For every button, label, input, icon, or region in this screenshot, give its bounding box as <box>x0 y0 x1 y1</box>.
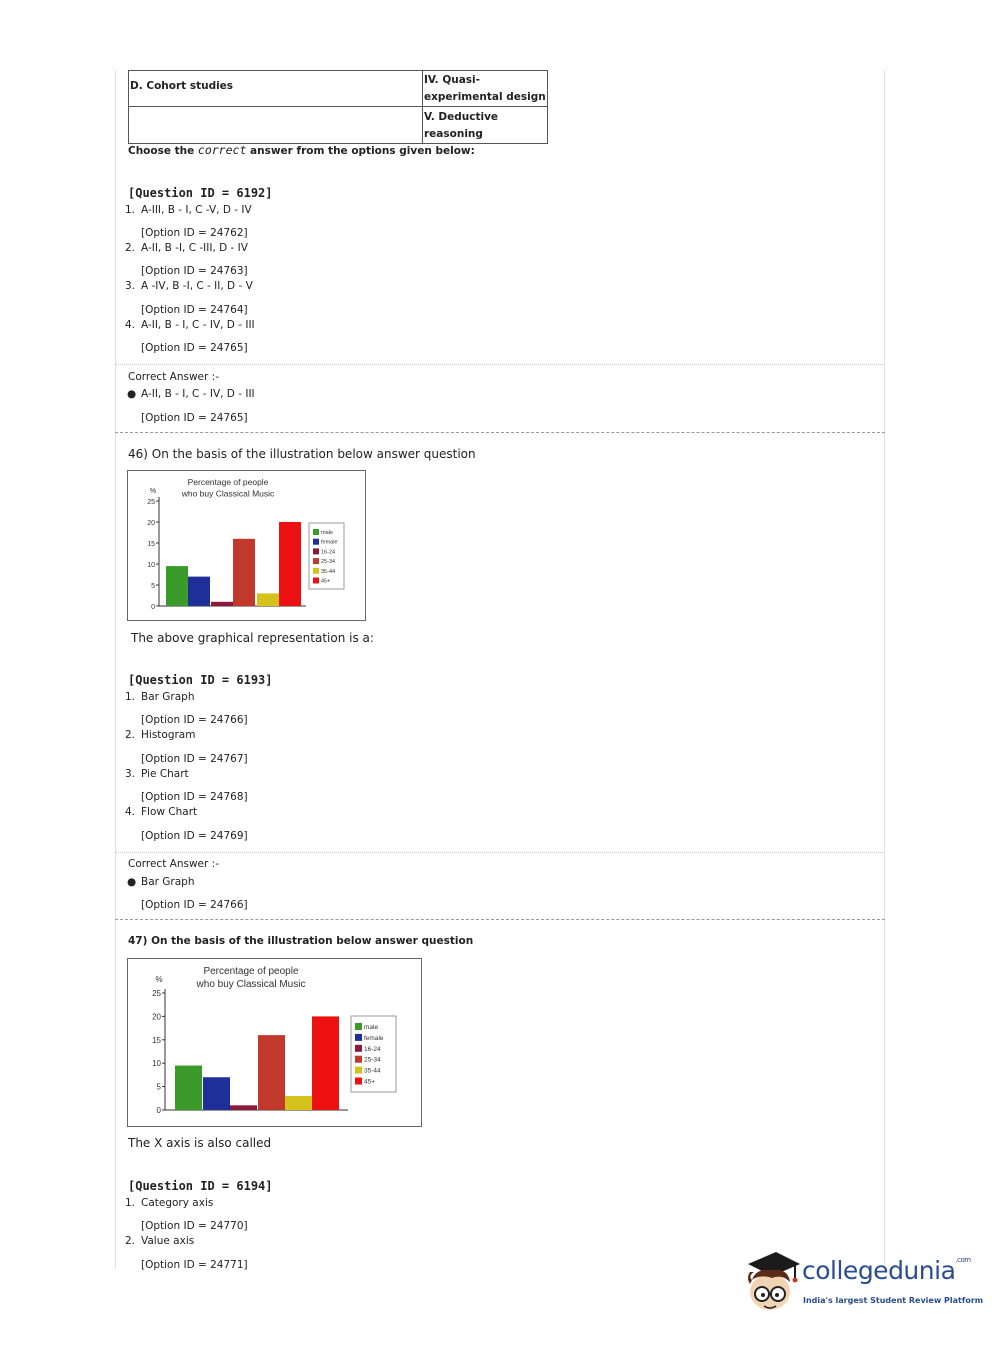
option-number: 4. <box>125 319 136 331</box>
legend-swatch-16-24 <box>313 548 319 554</box>
option-text: Pie Chart <box>141 768 189 780</box>
legend-label: female <box>321 539 338 546</box>
legend-label: 45+ <box>321 578 331 585</box>
table-cell-line: reasoning <box>424 128 483 140</box>
y-tick-label: 20 <box>152 1012 161 1022</box>
option-text: Value axis <box>141 1235 195 1247</box>
bar-male <box>175 1066 202 1110</box>
legend-swatch-male <box>355 1023 362 1030</box>
legend-label: female <box>364 1034 384 1042</box>
option-id: [Option ID = 24768] <box>141 791 248 803</box>
legend-swatch-45+ <box>313 578 319 584</box>
question-number: 46) <box>128 447 148 461</box>
legend-label: 25-34 <box>321 559 336 566</box>
chart-title: Percentage of people <box>203 966 299 977</box>
option-text: A -IV, B -I, C - II, D - V <box>141 280 253 292</box>
legend-label: 45+ <box>364 1078 376 1086</box>
option-id: [Option ID = 24765] <box>141 342 248 354</box>
option-id: [Option ID = 24763] <box>141 265 248 277</box>
legend-label: male <box>321 530 333 536</box>
legend-swatch-25-34 <box>355 1056 362 1063</box>
bar-male <box>166 566 188 606</box>
y-axis-label: % <box>149 488 157 495</box>
legend-label: 16-24 <box>364 1045 381 1053</box>
correct-answer-option-id: [Option ID = 24765] <box>141 412 248 424</box>
bar-chart-svg <box>128 471 365 620</box>
question-id: [Question ID = 6193] <box>128 673 273 687</box>
option-number: 1. <box>125 1197 136 1209</box>
bar-16-24 <box>230 1105 257 1110</box>
question-heading <box>128 447 476 461</box>
bar-45+ <box>279 522 301 606</box>
y-tick-label: 25 <box>152 989 161 998</box>
option-text: A-II, B - I, C - IV, D - III <box>141 319 255 331</box>
option-text: Bar Graph <box>141 691 195 703</box>
chart-title: who buy Classical Music <box>181 488 275 499</box>
logo-tagline: India's largest Student Review Platform <box>803 1296 984 1305</box>
question-heading <box>128 935 473 947</box>
correct-answer-text: Bar Graph <box>141 876 195 888</box>
correct-answer-text: A-II, B - I, C - IV, D - III <box>141 388 255 400</box>
bar-45+ <box>312 1016 339 1110</box>
bar-female <box>203 1077 230 1110</box>
option-number: 3. <box>125 280 136 292</box>
legend-label: male <box>364 1024 379 1031</box>
option-number: 1. <box>125 691 136 703</box>
logo-brand-text: collegedunia$^{.com}$ <box>802 1256 971 1285</box>
legend-swatch-45+ <box>355 1078 362 1085</box>
option-text: A-III, B - I, C -V, D - IV <box>141 204 252 216</box>
bullet-icon: ● <box>127 876 137 888</box>
question-text: The X axis is also called <box>128 1136 272 1150</box>
y-tick-label: 20 <box>147 520 155 527</box>
option-id: [Option ID = 24762] <box>141 227 248 239</box>
match-table <box>128 70 548 144</box>
bullet-icon: ● <box>127 388 137 400</box>
option-number: 2. <box>125 1235 136 1247</box>
bar-16-24 <box>211 602 233 606</box>
option-number: 4. <box>125 806 136 818</box>
question-heading-text: On the basis of the illustration below answer question <box>151 447 476 461</box>
option-id: [Option ID = 24764] <box>141 304 248 316</box>
legend-label: 35-44 <box>321 568 336 575</box>
bar-25-34 <box>258 1035 285 1110</box>
option-text: Flow Chart <box>141 806 198 818</box>
page-frame-left <box>115 70 116 1270</box>
section-divider <box>115 852 885 853</box>
question-divider <box>115 919 885 920</box>
legend-swatch-35-44 <box>355 1067 362 1074</box>
mascot-icon <box>742 1250 802 1320</box>
y-tick-label: 15 <box>152 1035 161 1045</box>
legend-label: 25-34 <box>364 1056 381 1064</box>
option-number: 3. <box>125 768 136 780</box>
question-id: [Question ID = 6192] <box>128 186 273 200</box>
chart-title: Percentage of people <box>187 477 269 487</box>
legend-swatch-female <box>355 1034 362 1041</box>
collegedunia-logo[interactable] <box>742 1250 984 1322</box>
bar-female <box>188 577 210 606</box>
bar-chart-1 <box>127 470 366 621</box>
option-id: [Option ID = 24769] <box>141 830 248 842</box>
option-number: 1. <box>125 204 136 216</box>
option-id: [Option ID = 24770] <box>141 1220 248 1232</box>
question-text: The above graphical representation is a: <box>131 631 374 645</box>
chart-title: who buy Classical Music <box>196 979 306 990</box>
legend-label: 16-24 <box>321 549 336 556</box>
option-text: Category axis <box>141 1197 214 1209</box>
y-tick-label: 5 <box>156 1082 161 1092</box>
table-row <box>129 71 548 107</box>
table-cell-line: experimental design <box>424 91 546 103</box>
legend-swatch-male <box>313 529 319 535</box>
bar-35-44 <box>257 593 279 606</box>
section-divider <box>115 364 885 365</box>
y-tick-label: 10 <box>147 562 155 569</box>
option-number: 2. <box>125 242 136 254</box>
bar-chart-2 <box>127 958 422 1127</box>
question-number: 47) <box>128 935 148 947</box>
page-frame-right <box>884 70 885 1270</box>
y-tick-label: 0 <box>156 1106 161 1115</box>
question-heading-text: On the basis of the illustration below answer question <box>151 935 474 947</box>
option-text: A-II, B -I, C -III, D - IV <box>141 242 248 254</box>
y-tick-label: 10 <box>152 1059 161 1069</box>
bar-35-44 <box>285 1096 312 1110</box>
correct-answer-option-id: [Option ID = 24766] <box>141 899 248 911</box>
instruction-text: Choose the correct answer from the options given below: <box>128 143 475 157</box>
legend-swatch-25-34 <box>313 558 319 564</box>
bar-chart-svg <box>128 959 421 1126</box>
correct-answer-label: Correct Answer :- <box>128 858 219 870</box>
option-text: Histogram <box>141 729 196 741</box>
option-id: [Option ID = 24771] <box>141 1259 248 1271</box>
y-tick-label: 5 <box>151 583 155 590</box>
question-id: [Question ID = 6194] <box>128 1179 273 1193</box>
table-row <box>129 107 548 144</box>
question-divider <box>115 432 885 433</box>
table-cell: D. Cohort studies <box>130 80 234 92</box>
table-cell-line: V. Deductive <box>424 111 499 123</box>
option-number: 2. <box>125 729 136 741</box>
option-id: [Option ID = 24766] <box>141 714 248 726</box>
legend-swatch-16-24 <box>355 1045 362 1052</box>
y-tick-label: 25 <box>147 499 155 506</box>
y-tick-label: 0 <box>151 604 155 611</box>
legend-label: 35-44 <box>364 1067 381 1075</box>
y-tick-label: 15 <box>147 541 155 548</box>
option-id: [Option ID = 24767] <box>141 753 248 765</box>
table-cell-line: IV. Quasi- <box>424 74 481 86</box>
correct-answer-label: Correct Answer :- <box>128 371 219 383</box>
bar-25-34 <box>233 539 255 606</box>
legend-swatch-35-44 <box>313 568 319 574</box>
y-axis-label: % <box>155 975 163 984</box>
legend-swatch-female <box>313 539 319 545</box>
